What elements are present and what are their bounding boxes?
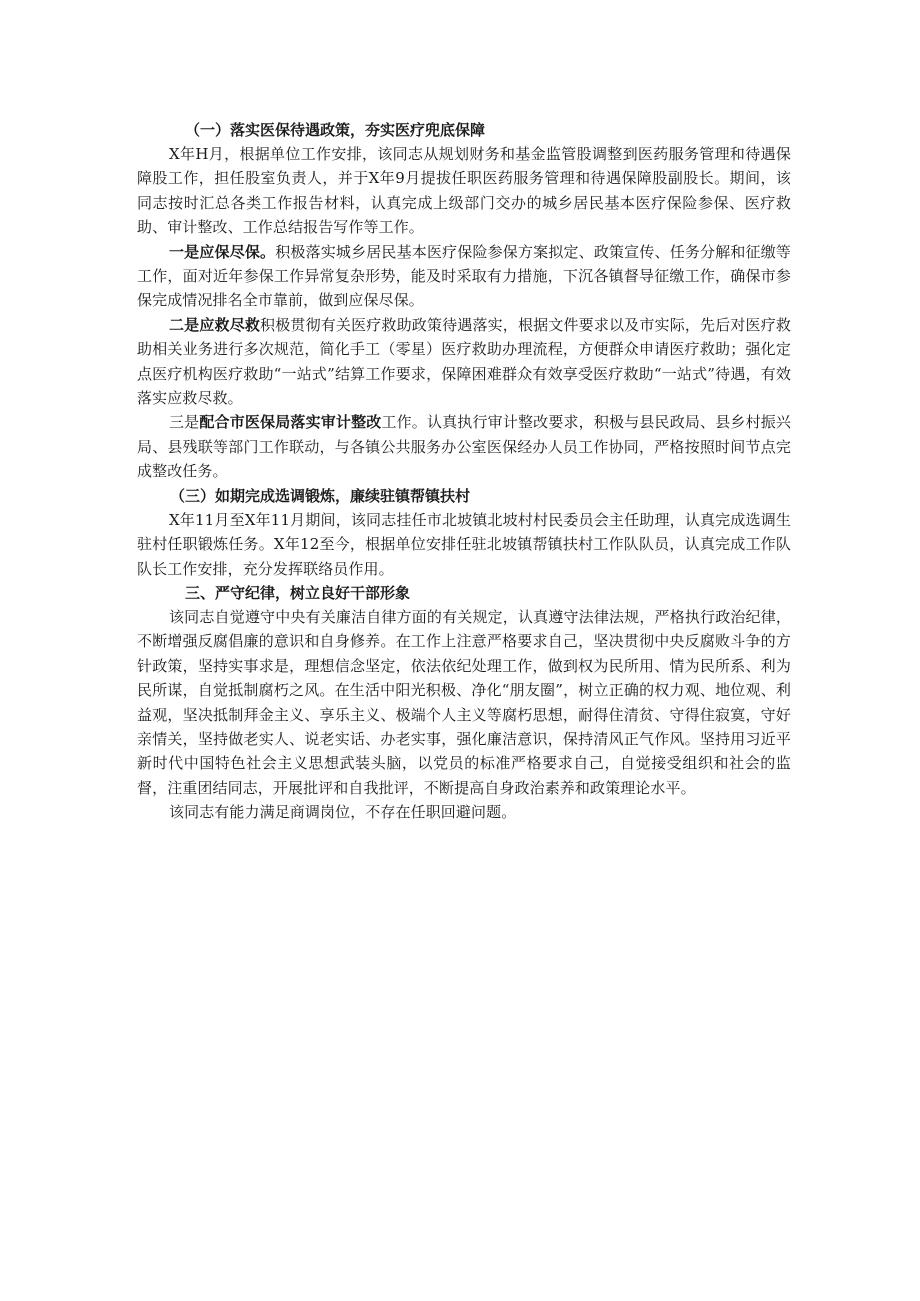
paragraph-intro: X年H月，根据单位工作安排，该同志从规划财务和基金监管股调整到医药服务管理和待遇保障股工作，担任股室负责人，并于X年9月提拔任职医药服务管理和待遇保障股副股长。期间，该同志按时汇总各类工作报告材料，认真完成上级部门交办的城乡居民基本医疗保险参保、医疗救助、审计整改、工作总结报告写作等工作。 [137,145,791,237]
paragraph-audit-rectification [137,410,791,483]
pre-audit-rectification: 三是 [169,413,200,432]
paragraph-full-relief [137,313,791,411]
paragraph-discipline: 该同志自觉遵守中央有关廉洁自律方面的有关规定，认真遵守法律法规，严格执行政治纪律，不断增强反腐倡廉的意识和自身修养。在工作上注意严格要求自己，坚决贯彻中央反腐败斗争的方针政策，坚持实事求是，理想信念坚定，依法依纪处理工作，做到权为民所用、情为民所系、利为民所谋，自觉抵制腐朽之风。在生活中阳光积极、净化“朋友圈”，树立正确的权力观、地位观、利益观，坚决抵制拜金主义、享乐主义、极端个人主义等腐朽思想，耐得住清贫、守得住寂寞，守好亲情关，坚持做老实人、说老实话、办老实事，强化廉洁意识，保持清风正气作风。坚持用习近平新时代中国特色社会主义思想武装头脑，以党员的标准严格要求自己，自觉接受组织和社会的监督，注重团结同志，开展批评和自我批评，不断提高自身政治素养和政策理论水平。 [137,607,791,797]
body-full-coverage: 积极落实城乡居民基本医疗保险参保方案拟定、政策宣传、任务分解和征缴等工作，面对近年参保工作异常复杂形势，能及时采取有力措施，下沉各镇督导征缴工作，确保市参保完成情况排名全市靠前，做到应保尽保。 [137,242,792,310]
section-heading-discipline: 三、严守纪律，树立良好干部形象 [185,583,411,602]
lead-full-coverage: 一是应保尽保。 [169,242,276,261]
document-page [137,118,791,825]
paragraph-village-support: X年11月至X年11月期间，该同志挂任市北坡镇北坡村村民委员会主任助理，认真完成选调生驻村任职锻炼任务。X年12至今，根据单位安排任驻北坡镇帮镇扶村工作队队员，认真完成工作队队长工作安排，充分发挥联络员作用。 [137,510,791,578]
paragraph-full-coverage [137,240,791,313]
body-audit-rectification: 工作。认真执行审计整改要求，积极与县民政局、县乡村振兴局、县残联等部门工作联动，与各镇公共服务办公室医保经办人员工作协同，严格按照时间节点完成整改任务。 [137,413,792,481]
lead-full-relief: 二是应救尽救 [169,315,261,334]
section-heading-medical-insurance: （一）落实医保待遇政策，夯实医疗兜底保障 [185,121,486,139]
body-full-relief: 积极贯彻有关医疗救助政策待遇落实，根据文件要求以及市实际，先后对医疗救助相关业务进行多次规范，简化手工（零星）医疗救助办理流程，方便群众申请医疗救助；强化定点医疗机构医疗救助“一站式”结算工作要求，保障困难群众有效享受医疗救助“一站式”待遇，有效落实应救尽救。 [137,315,791,408]
paragraph-conclusion: 该同志有能力满足商调岗位，不存在任职回避问题。 [169,803,517,822]
lead-audit-rectification: 配合市医保局落实审计整改 [199,413,382,432]
section-heading-village-support: （三）如期完成选调锻炼，廉续驻镇帮镇扶村 [170,486,471,505]
